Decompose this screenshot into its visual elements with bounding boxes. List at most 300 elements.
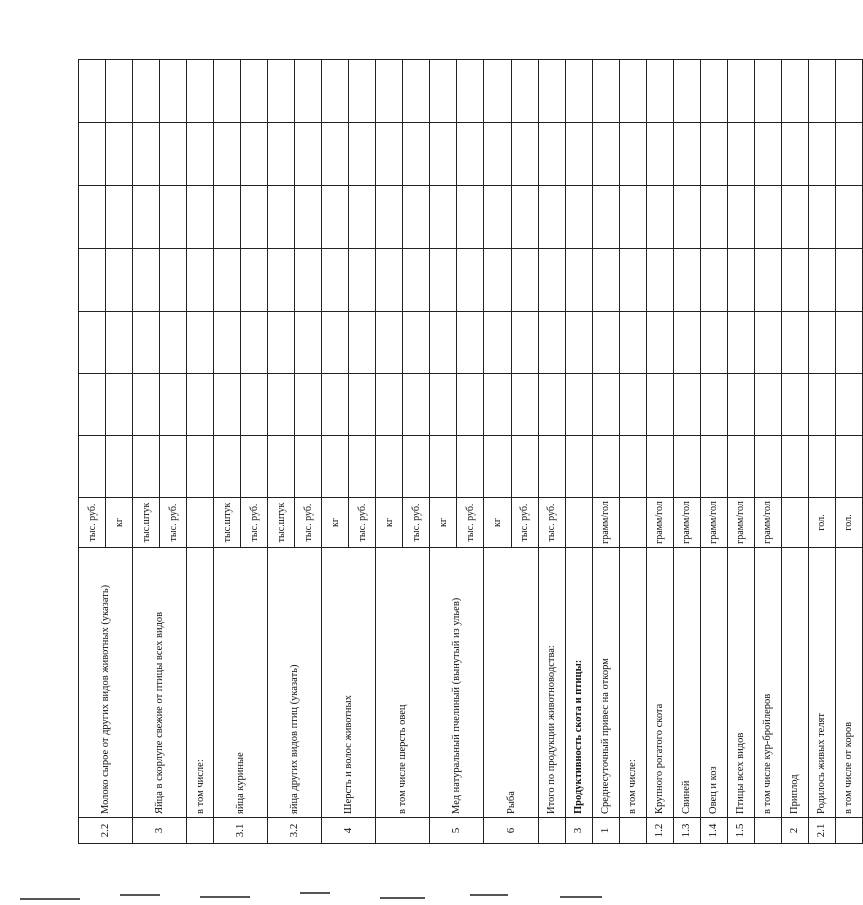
value-cell xyxy=(457,374,484,436)
value-cell xyxy=(322,312,349,374)
table-row xyxy=(646,60,673,844)
value-cell xyxy=(187,186,214,249)
value-cell xyxy=(673,436,700,498)
row-indicator-name: Мед натуральный пчелиный (вынутый из ульев) xyxy=(430,548,484,818)
scan-artifact-top xyxy=(0,0,640,14)
row-unit xyxy=(565,498,592,548)
value-cell xyxy=(457,249,484,312)
value-cell xyxy=(241,249,268,312)
value-cell xyxy=(160,249,187,312)
value-cell xyxy=(349,312,376,374)
row-indicator-name: Крупного рогатого скота xyxy=(646,548,673,818)
row-unit: тыс.штук xyxy=(268,498,295,548)
table-row xyxy=(700,60,727,844)
value-cell xyxy=(592,249,619,312)
table-row xyxy=(133,60,160,844)
value-cell xyxy=(727,436,754,498)
value-cell xyxy=(511,186,538,249)
value-cell xyxy=(700,60,727,123)
value-cell xyxy=(835,436,862,498)
value-cell xyxy=(457,60,484,123)
value-cell xyxy=(79,312,106,374)
table-row xyxy=(754,60,781,844)
value-cell xyxy=(160,436,187,498)
value-cell xyxy=(781,374,808,436)
value-cell xyxy=(241,60,268,123)
value-cell xyxy=(349,123,376,186)
row-indicator-name: Овец и коз xyxy=(700,548,727,818)
scan-mark xyxy=(380,897,425,899)
value-cell xyxy=(430,186,457,249)
value-cell xyxy=(727,186,754,249)
rotated-table-wrapper xyxy=(78,60,855,844)
row-number: 1.3 xyxy=(673,818,700,844)
value-cell xyxy=(268,186,295,249)
value-cell xyxy=(214,186,241,249)
value-cell xyxy=(376,249,403,312)
value-cell xyxy=(592,436,619,498)
value-cell xyxy=(835,186,862,249)
value-cell xyxy=(835,374,862,436)
value-cell xyxy=(430,249,457,312)
value-cell xyxy=(349,60,376,123)
row-indicator-name: Продуктивность скота и птицы: xyxy=(565,548,592,818)
value-cell xyxy=(268,374,295,436)
row-number: 2.2 xyxy=(79,818,133,844)
value-cell xyxy=(160,60,187,123)
value-cell xyxy=(187,312,214,374)
value-cell xyxy=(484,312,511,374)
row-number xyxy=(376,818,430,844)
value-cell xyxy=(214,312,241,374)
value-cell xyxy=(646,436,673,498)
value-cell xyxy=(322,374,349,436)
value-cell xyxy=(349,249,376,312)
value-cell xyxy=(673,249,700,312)
value-cell xyxy=(268,60,295,123)
value-cell xyxy=(430,312,457,374)
value-cell xyxy=(808,60,835,123)
value-cell xyxy=(295,374,322,436)
value-cell xyxy=(160,123,187,186)
value-cell xyxy=(781,249,808,312)
value-cell xyxy=(592,374,619,436)
value-cell xyxy=(673,186,700,249)
value-cell xyxy=(727,374,754,436)
value-cell xyxy=(781,123,808,186)
row-number xyxy=(754,818,781,844)
row-number: 1.2 xyxy=(646,818,673,844)
row-number: 3.1 xyxy=(214,818,268,844)
value-cell xyxy=(511,312,538,374)
row-indicator-name: Шерсть и волос животных xyxy=(322,548,376,818)
value-cell xyxy=(457,312,484,374)
row-number: 3.2 xyxy=(268,818,322,844)
value-cell xyxy=(79,60,106,123)
row-number xyxy=(835,818,862,844)
row-unit: тыс. руб. xyxy=(349,498,376,548)
value-cell xyxy=(349,374,376,436)
scan-mark xyxy=(560,896,602,898)
row-indicator-name: Яйца в скорлупе свежие от птицы всех видов xyxy=(133,548,187,818)
row-number: 3 xyxy=(565,818,592,844)
table-row xyxy=(565,60,592,844)
value-cell xyxy=(646,186,673,249)
table-row xyxy=(835,60,862,844)
value-cell xyxy=(106,436,133,498)
value-cell xyxy=(295,312,322,374)
row-unit: гол. xyxy=(835,498,862,548)
value-cell xyxy=(268,312,295,374)
value-cell xyxy=(727,249,754,312)
value-cell xyxy=(106,312,133,374)
value-cell xyxy=(106,123,133,186)
value-cell xyxy=(646,60,673,123)
value-cell xyxy=(808,312,835,374)
value-cell xyxy=(484,186,511,249)
value-cell xyxy=(835,249,862,312)
value-cell xyxy=(241,436,268,498)
value-cell xyxy=(754,374,781,436)
value-cell xyxy=(511,60,538,123)
value-cell xyxy=(835,312,862,374)
value-cell xyxy=(565,123,592,186)
value-cell xyxy=(835,60,862,123)
row-indicator-name: яйца других видов птиц (указать) xyxy=(268,548,322,818)
table-row xyxy=(268,60,295,844)
value-cell xyxy=(241,374,268,436)
value-cell xyxy=(808,374,835,436)
row-indicator-name: Итого по продукции животноводства: xyxy=(538,548,565,818)
value-cell xyxy=(457,123,484,186)
value-cell xyxy=(538,249,565,312)
value-cell xyxy=(754,249,781,312)
value-cell xyxy=(403,186,430,249)
value-cell xyxy=(673,60,700,123)
table-body xyxy=(79,60,863,844)
value-cell xyxy=(565,312,592,374)
row-number: 2.1 xyxy=(808,818,835,844)
value-cell xyxy=(673,374,700,436)
value-cell xyxy=(295,123,322,186)
value-cell xyxy=(538,436,565,498)
value-cell xyxy=(322,60,349,123)
value-cell xyxy=(592,186,619,249)
row-number: 2 xyxy=(781,818,808,844)
value-cell xyxy=(322,249,349,312)
table-row xyxy=(187,60,214,844)
row-unit: тыс.штук xyxy=(214,498,241,548)
scan-artifact-bottom xyxy=(0,888,640,905)
value-cell xyxy=(808,436,835,498)
table-row xyxy=(808,60,835,844)
row-unit: гол. xyxy=(808,498,835,548)
row-number xyxy=(619,818,646,844)
value-cell xyxy=(727,312,754,374)
row-unit: тыс. руб. xyxy=(295,498,322,548)
value-cell xyxy=(322,186,349,249)
table-row xyxy=(484,60,511,844)
value-cell xyxy=(808,186,835,249)
value-cell xyxy=(133,374,160,436)
value-cell xyxy=(160,186,187,249)
value-cell xyxy=(646,312,673,374)
table-row xyxy=(79,60,106,844)
value-cell xyxy=(403,249,430,312)
row-unit xyxy=(619,498,646,548)
table-row xyxy=(673,60,700,844)
value-cell xyxy=(295,436,322,498)
value-cell xyxy=(781,186,808,249)
row-unit: грамм/гол xyxy=(592,498,619,548)
row-unit: грамм/гол xyxy=(700,498,727,548)
row-unit: тыс. руб. xyxy=(241,498,268,548)
value-cell xyxy=(214,249,241,312)
value-cell xyxy=(700,249,727,312)
value-cell xyxy=(133,312,160,374)
value-cell xyxy=(700,186,727,249)
value-cell xyxy=(754,312,781,374)
value-cell xyxy=(457,186,484,249)
scan-mark xyxy=(300,892,330,894)
value-cell xyxy=(538,123,565,186)
value-cell xyxy=(376,123,403,186)
row-number: 1 xyxy=(592,818,619,844)
value-cell xyxy=(808,249,835,312)
value-cell xyxy=(727,60,754,123)
value-cell xyxy=(133,123,160,186)
row-unit: тыс. руб. xyxy=(511,498,538,548)
value-cell xyxy=(133,186,160,249)
row-indicator-name: Свиней xyxy=(673,548,700,818)
value-cell xyxy=(619,374,646,436)
row-number: 6 xyxy=(484,818,538,844)
value-cell xyxy=(160,374,187,436)
value-cell xyxy=(322,436,349,498)
value-cell xyxy=(187,374,214,436)
value-cell xyxy=(727,123,754,186)
value-cell xyxy=(754,60,781,123)
value-cell xyxy=(754,436,781,498)
value-cell xyxy=(376,186,403,249)
value-cell xyxy=(538,60,565,123)
value-cell xyxy=(484,60,511,123)
value-cell xyxy=(619,436,646,498)
value-cell xyxy=(646,123,673,186)
table-row xyxy=(214,60,241,844)
row-unit xyxy=(187,498,214,548)
row-indicator-name: яйца куриные xyxy=(214,548,268,818)
value-cell xyxy=(403,312,430,374)
value-cell xyxy=(295,60,322,123)
value-cell xyxy=(646,374,673,436)
value-cell xyxy=(214,60,241,123)
value-cell xyxy=(511,374,538,436)
row-unit: грамм/гол xyxy=(727,498,754,548)
value-cell xyxy=(106,186,133,249)
value-cell xyxy=(376,60,403,123)
value-cell xyxy=(619,60,646,123)
value-cell xyxy=(619,312,646,374)
value-cell xyxy=(403,60,430,123)
row-indicator-name: в том числе от коров xyxy=(835,548,862,818)
row-indicator-name: Приплод xyxy=(781,548,808,818)
value-cell xyxy=(349,436,376,498)
value-cell xyxy=(322,123,349,186)
row-number: 1.5 xyxy=(727,818,754,844)
value-cell xyxy=(646,249,673,312)
value-cell xyxy=(79,436,106,498)
row-number xyxy=(538,818,565,844)
scan-mark xyxy=(200,896,250,898)
value-cell xyxy=(511,249,538,312)
value-cell xyxy=(430,123,457,186)
value-cell xyxy=(79,374,106,436)
row-number: 3 xyxy=(133,818,187,844)
row-unit: грамм/гол xyxy=(754,498,781,548)
value-cell xyxy=(187,436,214,498)
value-cell xyxy=(403,436,430,498)
table-row xyxy=(727,60,754,844)
value-cell xyxy=(133,436,160,498)
row-unit: кг xyxy=(376,498,403,548)
table-row xyxy=(376,60,403,844)
value-cell xyxy=(214,436,241,498)
value-cell xyxy=(754,186,781,249)
value-cell xyxy=(79,123,106,186)
value-cell xyxy=(106,374,133,436)
row-unit: кг xyxy=(106,498,133,548)
table-row xyxy=(430,60,457,844)
value-cell xyxy=(619,249,646,312)
value-cell xyxy=(592,312,619,374)
row-unit xyxy=(781,498,808,548)
value-cell xyxy=(835,123,862,186)
value-cell xyxy=(484,249,511,312)
row-indicator-name: Среднесуточный привес на откорм xyxy=(592,548,619,818)
value-cell xyxy=(268,123,295,186)
value-cell xyxy=(484,123,511,186)
row-unit: кг xyxy=(322,498,349,548)
value-cell xyxy=(376,312,403,374)
value-cell xyxy=(484,374,511,436)
value-cell xyxy=(295,186,322,249)
row-indicator-name: Рыба xyxy=(484,548,538,818)
value-cell xyxy=(619,123,646,186)
row-indicator-name: Птицы всех видов xyxy=(727,548,754,818)
value-cell xyxy=(268,436,295,498)
value-cell xyxy=(592,60,619,123)
livestock-production-table xyxy=(78,59,863,844)
value-cell xyxy=(403,374,430,436)
value-cell xyxy=(187,123,214,186)
value-cell xyxy=(673,312,700,374)
value-cell xyxy=(700,312,727,374)
value-cell xyxy=(538,186,565,249)
value-cell xyxy=(295,249,322,312)
table-row xyxy=(592,60,619,844)
value-cell xyxy=(133,249,160,312)
value-cell xyxy=(538,312,565,374)
value-cell xyxy=(565,436,592,498)
table-row xyxy=(538,60,565,844)
value-cell xyxy=(430,436,457,498)
value-cell xyxy=(565,186,592,249)
row-unit: кг xyxy=(430,498,457,548)
row-unit: кг xyxy=(484,498,511,548)
value-cell xyxy=(430,374,457,436)
row-number xyxy=(187,818,214,844)
value-cell xyxy=(106,60,133,123)
row-number: 5 xyxy=(430,818,484,844)
value-cell xyxy=(700,374,727,436)
value-cell xyxy=(187,249,214,312)
value-cell xyxy=(457,436,484,498)
row-unit: грамм/гол xyxy=(646,498,673,548)
value-cell xyxy=(700,123,727,186)
value-cell xyxy=(79,249,106,312)
table-row xyxy=(322,60,349,844)
value-cell xyxy=(484,436,511,498)
value-cell xyxy=(700,436,727,498)
value-cell xyxy=(133,60,160,123)
value-cell xyxy=(241,123,268,186)
scan-mark xyxy=(20,898,80,900)
row-unit: тыс. руб. xyxy=(538,498,565,548)
value-cell xyxy=(781,436,808,498)
row-number: 1.4 xyxy=(700,818,727,844)
value-cell xyxy=(376,374,403,436)
table-row xyxy=(781,60,808,844)
value-cell xyxy=(781,60,808,123)
value-cell xyxy=(214,374,241,436)
row-indicator-name: Родилось живых телят xyxy=(808,548,835,818)
scan-mark xyxy=(470,894,508,896)
value-cell xyxy=(511,123,538,186)
value-cell xyxy=(565,374,592,436)
value-cell xyxy=(754,123,781,186)
row-unit: грамм/гол xyxy=(673,498,700,548)
value-cell xyxy=(214,123,241,186)
value-cell xyxy=(241,312,268,374)
row-number: 4 xyxy=(322,818,376,844)
value-cell xyxy=(511,436,538,498)
row-indicator-name: в том числе шерсть овец xyxy=(376,548,430,818)
value-cell xyxy=(79,186,106,249)
row-indicator-name: в том числе: xyxy=(187,548,214,818)
row-indicator-name: в том числе: xyxy=(619,548,646,818)
value-cell xyxy=(349,186,376,249)
value-cell xyxy=(592,123,619,186)
row-unit: тыс. руб. xyxy=(457,498,484,548)
value-cell xyxy=(160,312,187,374)
value-cell xyxy=(619,186,646,249)
row-indicator-name: Молоко сырое от других видов животных (указать) xyxy=(79,548,133,818)
value-cell xyxy=(376,436,403,498)
value-cell xyxy=(565,249,592,312)
value-cell xyxy=(673,123,700,186)
value-cell xyxy=(538,374,565,436)
value-cell xyxy=(403,123,430,186)
row-unit: тыс. руб. xyxy=(160,498,187,548)
row-indicator-name: в том числе кур-бройлеров xyxy=(754,548,781,818)
scan-mark xyxy=(120,894,160,896)
value-cell xyxy=(106,249,133,312)
value-cell xyxy=(565,60,592,123)
value-cell xyxy=(187,60,214,123)
value-cell xyxy=(808,123,835,186)
table-row xyxy=(619,60,646,844)
